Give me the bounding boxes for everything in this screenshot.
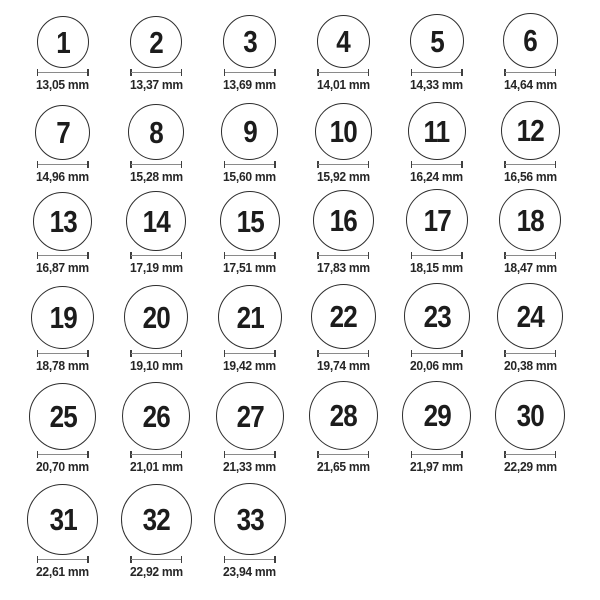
measure-line-icon xyxy=(505,72,555,74)
measure-tick-right-icon xyxy=(368,350,370,357)
ring-size-number: 21 xyxy=(236,299,264,335)
diameter-label: 19,74 mm xyxy=(316,358,370,373)
diameter-label: 17,19 mm xyxy=(129,260,183,275)
ring-cell xyxy=(390,102,484,183)
ring-circle xyxy=(126,191,186,251)
ring-cell xyxy=(297,284,391,372)
ring-circle xyxy=(309,381,378,450)
ring-cell xyxy=(484,380,578,473)
ring-circle xyxy=(317,15,370,68)
ring-cell xyxy=(16,16,110,91)
ring-circle xyxy=(221,103,278,160)
ring-circle xyxy=(128,104,184,160)
measure-line-icon xyxy=(38,255,88,257)
diameter-label: 15,60 mm xyxy=(223,169,277,184)
diameter-label: 16,24 mm xyxy=(410,169,464,184)
measure-tick-right-icon xyxy=(181,252,183,259)
ring-circle xyxy=(311,284,376,349)
ring-circle xyxy=(402,381,471,450)
measure-line-icon xyxy=(38,353,88,355)
measure-line-icon xyxy=(38,72,88,74)
diameter-measure xyxy=(411,252,463,259)
ring-size-number: 7 xyxy=(55,115,70,150)
measure-tick-right-icon xyxy=(87,69,89,76)
diameter-label: 22,61 mm xyxy=(36,564,90,579)
measure-tick-right-icon xyxy=(461,69,463,76)
ring-size-number: 22 xyxy=(329,299,357,334)
diameter-label: 14,96 mm xyxy=(36,169,90,184)
measure-line-icon xyxy=(412,255,462,257)
diameter-label: 18,78 mm xyxy=(36,358,90,373)
ring-cell xyxy=(390,381,484,473)
diameter-measure xyxy=(224,161,276,168)
ring-circle xyxy=(122,382,190,450)
ring-cell xyxy=(484,283,578,372)
measure-line-icon xyxy=(412,164,462,166)
ring-circle xyxy=(313,190,374,251)
ring-circle xyxy=(495,380,565,450)
measure-tick-right-icon xyxy=(555,252,557,259)
ring-circle xyxy=(37,16,89,68)
measure-tick-right-icon xyxy=(274,69,276,76)
ring-circle xyxy=(497,283,563,349)
diameter-measure xyxy=(37,69,89,76)
ring-circle xyxy=(220,191,280,251)
measure-tick-right-icon xyxy=(461,350,463,357)
measure-line-icon xyxy=(412,353,462,355)
diameter-measure xyxy=(411,69,463,76)
ring-size-number: 8 xyxy=(149,114,164,150)
ring-size-number: 13 xyxy=(49,204,77,239)
ring-cell xyxy=(297,190,391,274)
ring-cell xyxy=(16,192,110,274)
ring-size-number: 16 xyxy=(329,203,357,238)
ring-size-number: 28 xyxy=(329,398,357,433)
ring-size-number: 12 xyxy=(516,113,544,148)
ring-cell xyxy=(484,101,578,183)
diameter-label: 20,38 mm xyxy=(503,358,557,373)
diameter-label: 13,69 mm xyxy=(223,77,277,92)
measure-tick-right-icon xyxy=(274,350,276,357)
ring-cell xyxy=(484,189,578,274)
ring-size-number: 19 xyxy=(49,300,77,335)
measure-line-icon xyxy=(225,454,275,456)
measure-tick-right-icon xyxy=(555,350,557,357)
ring-circle xyxy=(315,103,372,160)
ring-size-number: 24 xyxy=(516,298,544,334)
measure-tick-right-icon xyxy=(368,161,370,168)
ring-circle xyxy=(408,102,466,160)
measure-line-icon xyxy=(225,72,275,74)
ring-cell xyxy=(110,191,204,274)
diameter-measure xyxy=(130,350,182,357)
ring-circle xyxy=(218,285,282,349)
measure-line-icon xyxy=(225,353,275,355)
ring-size-number: 9 xyxy=(242,114,257,149)
ring-size-number: 3 xyxy=(242,24,257,59)
ring-size-number: 10 xyxy=(329,114,357,149)
measure-tick-right-icon xyxy=(181,69,183,76)
ring-size-number: 17 xyxy=(423,202,451,238)
diameter-measure xyxy=(130,451,182,458)
ring-cell xyxy=(390,189,484,274)
ring-cell xyxy=(390,283,484,372)
ring-cell xyxy=(203,382,297,473)
diameter-measure xyxy=(224,69,276,76)
diameter-label: 16,56 mm xyxy=(503,169,557,184)
diameter-label: 21,97 mm xyxy=(410,459,464,474)
diameter-measure xyxy=(224,451,276,458)
measure-line-icon xyxy=(318,72,368,74)
diameter-measure xyxy=(130,556,182,563)
ring-circle xyxy=(130,16,182,68)
diameter-measure xyxy=(317,252,369,259)
measure-line-icon xyxy=(131,255,181,257)
diameter-label: 20,70 mm xyxy=(36,459,90,474)
measure-line-icon xyxy=(318,454,368,456)
diameter-measure xyxy=(504,161,556,168)
chart-row xyxy=(16,274,600,372)
ring-circle xyxy=(33,192,92,251)
measure-line-icon xyxy=(412,454,462,456)
chart-row xyxy=(16,91,600,183)
ring-circle xyxy=(499,189,561,251)
diameter-measure xyxy=(411,350,463,357)
diameter-label: 13,37 mm xyxy=(129,77,183,92)
diameter-label: 22,92 mm xyxy=(129,564,183,579)
diameter-label: 19,10 mm xyxy=(129,358,183,373)
ring-cell xyxy=(16,383,110,473)
measure-tick-right-icon xyxy=(274,556,276,563)
ring-circle xyxy=(404,283,470,349)
measure-tick-right-icon xyxy=(555,451,557,458)
ring-size-number: 2 xyxy=(149,24,164,60)
diameter-label: 21,01 mm xyxy=(129,459,183,474)
ring-size-number: 15 xyxy=(236,203,264,239)
measure-tick-right-icon xyxy=(555,69,557,76)
ring-cell xyxy=(390,14,484,91)
diameter-measure xyxy=(130,161,182,168)
ring-cell xyxy=(297,381,391,473)
ring-size-number: 23 xyxy=(423,298,451,334)
ring-cell xyxy=(16,105,110,183)
measure-tick-right-icon xyxy=(555,161,557,168)
ring-cell xyxy=(203,483,297,578)
measure-tick-right-icon xyxy=(461,161,463,168)
ring-circle xyxy=(121,484,192,555)
diameter-label: 15,28 mm xyxy=(129,169,183,184)
measure-tick-right-icon xyxy=(87,161,89,168)
diameter-label: 18,47 mm xyxy=(503,260,557,275)
ring-circle xyxy=(223,15,276,68)
measure-tick-right-icon xyxy=(368,451,370,458)
measure-line-icon xyxy=(225,164,275,166)
diameter-measure xyxy=(317,350,369,357)
ring-cell xyxy=(203,103,297,183)
diameter-measure xyxy=(224,556,276,563)
diameter-label: 18,15 mm xyxy=(410,260,464,275)
measure-tick-right-icon xyxy=(274,161,276,168)
ring-cell xyxy=(110,484,204,578)
chart-row xyxy=(16,0,600,91)
ring-cell xyxy=(297,15,391,91)
measure-line-icon xyxy=(131,353,181,355)
diameter-measure xyxy=(224,252,276,259)
ring-size-number: 26 xyxy=(142,398,170,434)
diameter-measure xyxy=(37,451,89,458)
ring-circle xyxy=(501,101,560,160)
ring-cell xyxy=(297,103,391,183)
ring-size-number: 27 xyxy=(236,398,264,434)
diameter-measure xyxy=(504,350,556,357)
ring-cell xyxy=(110,285,204,372)
measure-tick-right-icon xyxy=(368,252,370,259)
ring-size-number: 6 xyxy=(523,23,538,58)
ring-size-number: 30 xyxy=(516,397,544,433)
ring-circle xyxy=(35,105,90,160)
ring-size-number: 33 xyxy=(236,501,264,537)
measure-line-icon xyxy=(225,559,275,561)
measure-tick-right-icon xyxy=(181,451,183,458)
diameter-label: 21,33 mm xyxy=(223,459,277,474)
diameter-label: 17,83 mm xyxy=(316,260,370,275)
measure-line-icon xyxy=(38,454,88,456)
diameter-label: 14,33 mm xyxy=(410,77,464,92)
diameter-measure xyxy=(504,451,556,458)
measure-line-icon xyxy=(505,255,555,257)
ring-size-number: 31 xyxy=(49,502,77,537)
measure-line-icon xyxy=(412,72,462,74)
diameter-label: 21,65 mm xyxy=(316,459,370,474)
measure-line-icon xyxy=(505,454,555,456)
diameter-label: 15,92 mm xyxy=(316,169,370,184)
ring-size-number: 14 xyxy=(142,203,170,239)
ring-size-number: 32 xyxy=(142,502,170,537)
diameter-label: 17,51 mm xyxy=(223,260,277,275)
measure-line-icon xyxy=(318,255,368,257)
ring-cell xyxy=(16,286,110,372)
ring-circle xyxy=(214,483,286,555)
diameter-label: 23,94 mm xyxy=(223,564,277,579)
ring-size-number: 4 xyxy=(336,24,351,59)
ring-circle xyxy=(124,285,188,349)
chart-row xyxy=(16,473,600,578)
measure-tick-right-icon xyxy=(87,252,89,259)
ring-circle xyxy=(27,484,98,555)
diameter-measure xyxy=(37,350,89,357)
ring-cell xyxy=(203,191,297,274)
diameter-measure xyxy=(224,350,276,357)
ring-cell xyxy=(16,484,110,578)
ring-circle xyxy=(503,13,558,68)
chart-row xyxy=(16,183,600,274)
diameter-measure xyxy=(130,69,182,76)
diameter-label: 22,29 mm xyxy=(503,459,557,474)
diameter-measure xyxy=(317,69,369,76)
measure-tick-right-icon xyxy=(181,556,183,563)
diameter-measure xyxy=(411,451,463,458)
ring-circle xyxy=(406,189,468,251)
diameter-measure xyxy=(37,556,89,563)
diameter-measure xyxy=(37,252,89,259)
measure-tick-right-icon xyxy=(181,350,183,357)
ring-cell xyxy=(110,104,204,183)
diameter-measure xyxy=(504,252,556,259)
measure-tick-right-icon xyxy=(274,252,276,259)
diameter-measure xyxy=(317,451,369,458)
measure-line-icon xyxy=(131,559,181,561)
ring-size-number: 20 xyxy=(142,299,170,335)
measure-tick-right-icon xyxy=(87,556,89,563)
chart-row xyxy=(16,372,600,473)
measure-tick-right-icon xyxy=(368,69,370,76)
measure-line-icon xyxy=(131,164,181,166)
measure-tick-right-icon xyxy=(461,252,463,259)
measure-line-icon xyxy=(38,164,88,166)
ring-size-number: 1 xyxy=(55,24,70,60)
ring-size-number: 11 xyxy=(423,113,450,149)
measure-tick-right-icon xyxy=(181,161,183,168)
diameter-measure xyxy=(37,161,89,168)
measure-line-icon xyxy=(38,559,88,561)
ring-cell xyxy=(110,382,204,473)
ring-circle xyxy=(29,383,96,450)
measure-line-icon xyxy=(505,353,555,355)
diameter-label: 20,06 mm xyxy=(410,358,464,373)
ring-size-number: 18 xyxy=(516,202,544,238)
measure-line-icon xyxy=(318,353,368,355)
diameter-label: 14,64 mm xyxy=(503,77,557,92)
diameter-label: 14,01 mm xyxy=(316,77,370,92)
diameter-measure xyxy=(411,161,463,168)
ring-size-number: 25 xyxy=(49,399,77,434)
ring-circle xyxy=(31,286,94,349)
measure-tick-right-icon xyxy=(87,451,89,458)
diameter-measure xyxy=(130,252,182,259)
measure-line-icon xyxy=(131,72,181,74)
measure-line-icon xyxy=(505,164,555,166)
diameter-label: 13,05 mm xyxy=(36,77,90,92)
measure-line-icon xyxy=(131,454,181,456)
ring-cell xyxy=(110,16,204,91)
diameter-measure xyxy=(317,161,369,168)
ring-circle xyxy=(216,382,284,450)
measure-tick-right-icon xyxy=(274,451,276,458)
measure-line-icon xyxy=(225,255,275,257)
diameter-label: 16,87 mm xyxy=(36,260,90,275)
ring-size-number: 29 xyxy=(423,398,451,433)
diameter-label: 19,42 mm xyxy=(223,358,277,373)
measure-line-icon xyxy=(318,164,368,166)
measure-tick-right-icon xyxy=(461,451,463,458)
ring-cell xyxy=(484,13,578,91)
diameter-measure xyxy=(504,69,556,76)
ring-cell xyxy=(203,15,297,91)
ring-size-number: 5 xyxy=(429,23,444,59)
ring-circle xyxy=(410,14,464,68)
measure-tick-right-icon xyxy=(87,350,89,357)
ring-cell xyxy=(203,285,297,372)
